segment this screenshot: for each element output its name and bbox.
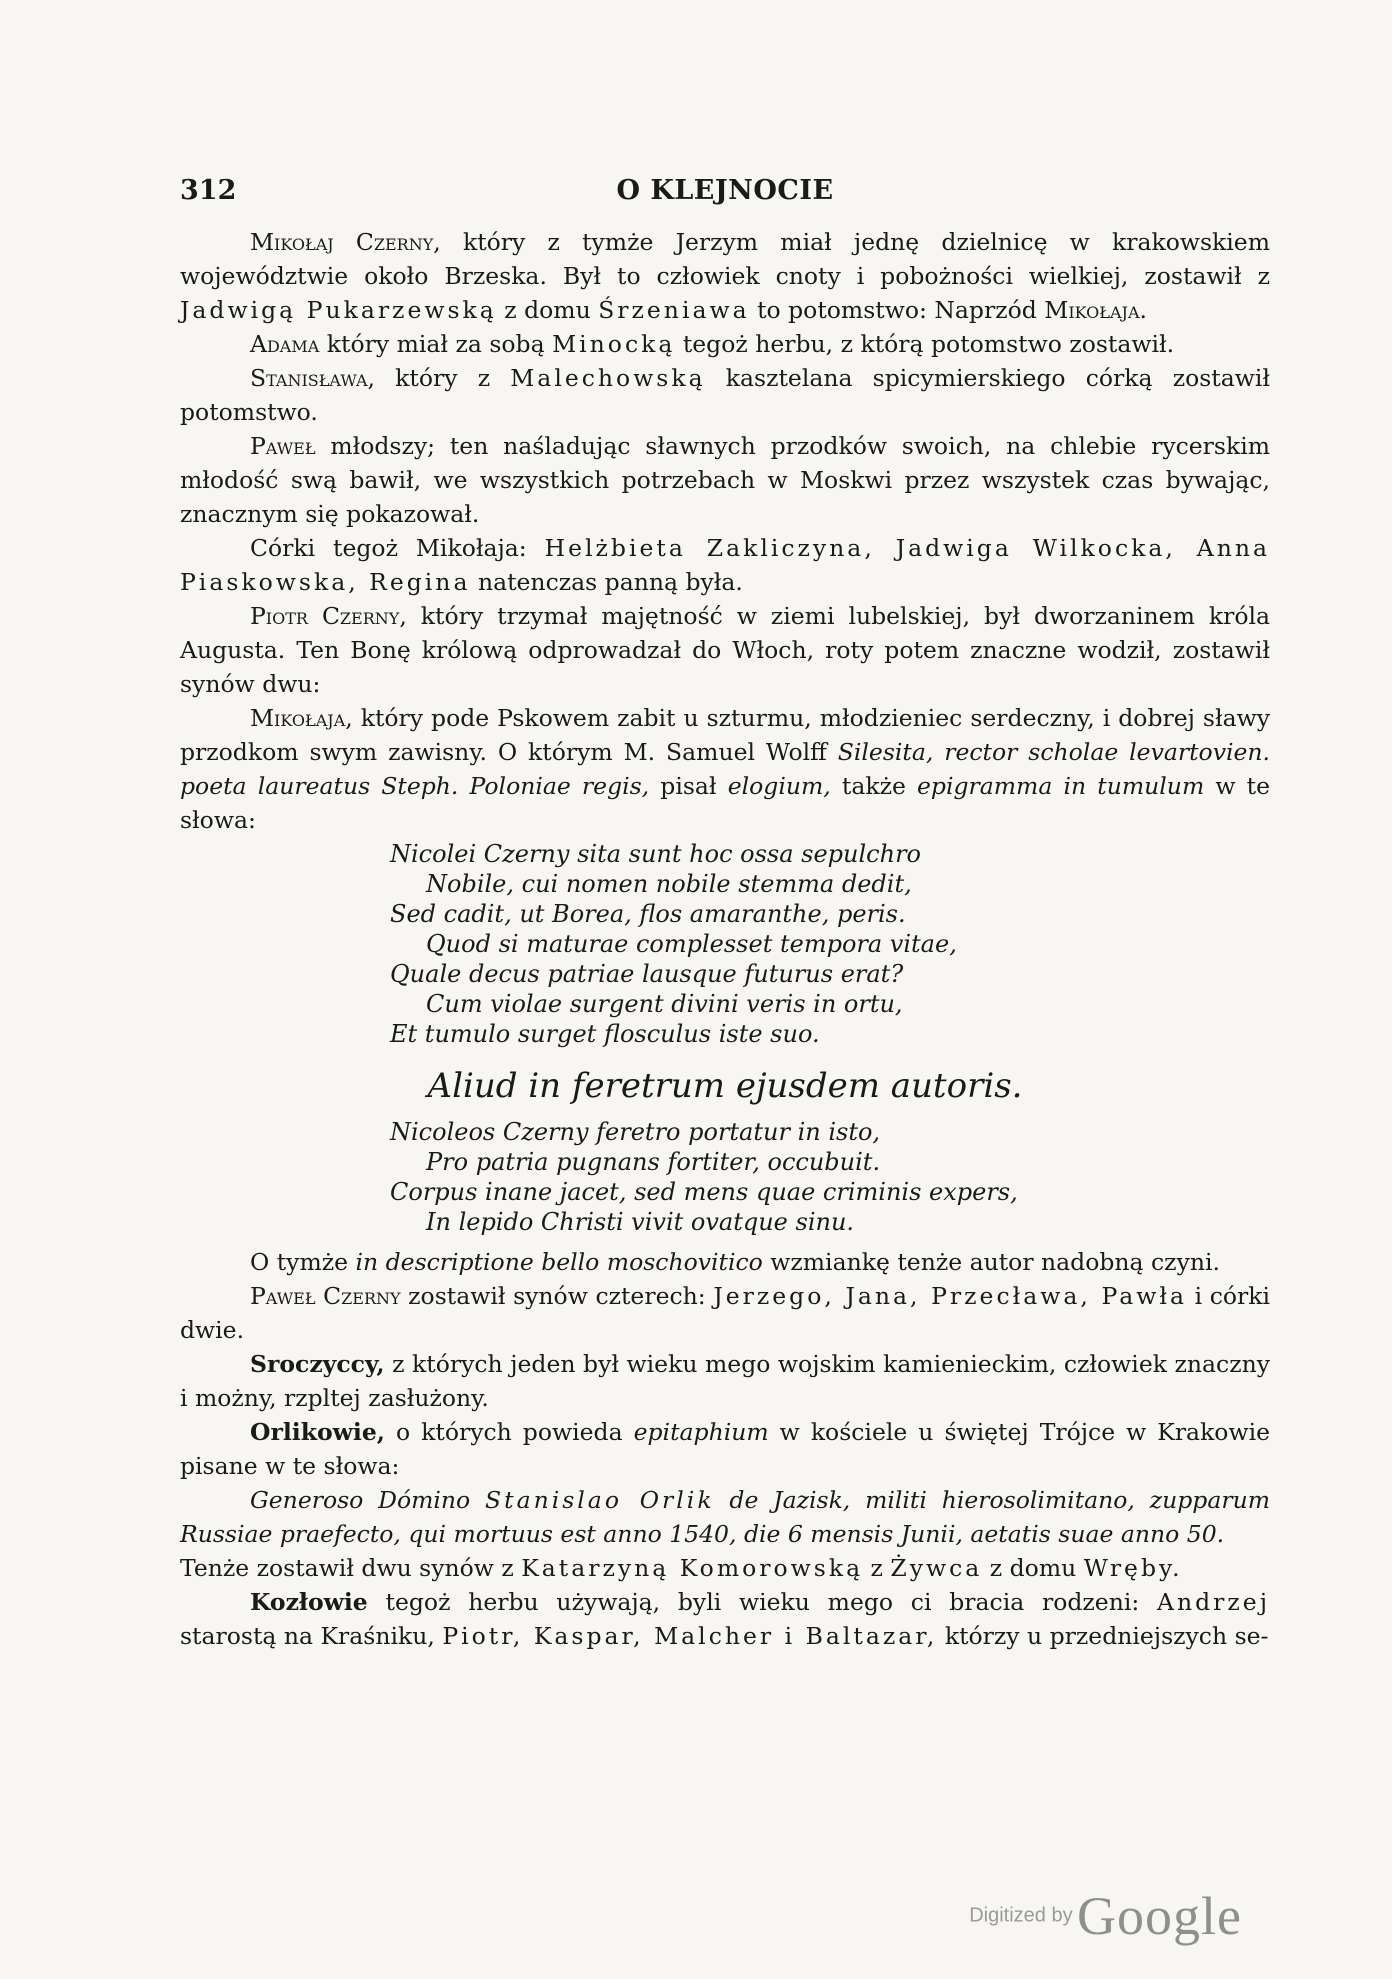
page-body <box>180 225 1270 1653</box>
watermark-prefix: Digitized by <box>969 1904 1073 1927</box>
epigram-verse <box>390 839 1270 1049</box>
verse-line: Corpus inane jacet, sed mens quae criminis expers, <box>390 1178 1018 1206</box>
verse-line: Nobile, cui nomen nobile stemma dedit, <box>426 870 912 898</box>
paragraph-mikolaja: Mikołaja, który pode Pskowem zabit u szturmu, młodzieniec serdeczny, i dobrej sławy przodkom swym zawisny. O którym M. Samuel Wolff Silesita, rector scholae levartovien. poeta laureatus Steph. Poloniae regis, pisał elogium, także epigramma in tumulum w te słowa: <box>180 704 1270 834</box>
paragraph-mikolaj: Mikołaj Czerny, który z tymże Jerzym miał jednę dzielnicę w krakowskiem województwie około Brzeska. Był to człowiek cnoty i pobożności wielkiej, zostawił z Jadwigą Pukarzewską z domu Śrzeniawa to potomstwo: Naprzód Mikołaja. <box>180 228 1270 324</box>
paragraph-kozlowie: Kozłowie tegoż herbu używają, byli wieku mego ci bracia rodzeni: Andrzej starostą na Kraśniku, Piotr, Kaspar, Malcher i Baltazar, którzy u przedniejszych se- <box>180 1588 1270 1650</box>
paragraph-sroczyccy: Sroczyccy, z których jeden był wieku mego wojskim kamienieckim, człowiek znaczny i możny, rzpltej zasłużony. <box>180 1350 1270 1412</box>
paragraph-orlikowie: Orlikowie, o których powieda epitaphium w kościele u świętej Trójce w Krakowie pisane w te słowa: <box>180 1418 1270 1480</box>
paragraph-tenze: Tenże zostawił dwu synów z Katarzyną Komorowską z Żywca z domu Wręby. <box>180 1554 1183 1582</box>
verse-line: Et tumulo surget flosculus iste suo. <box>390 1020 820 1048</box>
page-number: 312 <box>180 175 237 206</box>
verse-line: Sed cadit, ut Borea, flos amaranthe, peris. <box>390 900 906 928</box>
page-header <box>180 175 1270 215</box>
verse-line: Cum violae surgent divini veris in ortu, <box>426 990 903 1018</box>
paragraph-pawel-czerny: Paweł Czerny zostawił synów czterech: Jerzego, Jana, Przecława, Pawła i córki dwie. <box>180 1282 1271 1344</box>
verse-line: Nicoleos Czerny feretro portatur in isto, <box>390 1118 881 1146</box>
paragraph-descriptione: O tymże in descriptione bello moschovitico wzmiankę tenże autor nadobną czyni. <box>250 1248 1220 1276</box>
paragraph-stanislawa: Stanisława, który z Malechowską kasztelana spicymierskiego córką zostawił potomstwo. <box>180 364 1271 426</box>
digitized-watermark <box>969 1885 1242 1947</box>
verse-line: Quale decus patriae lausque futurus erat? <box>390 960 904 988</box>
verse-line: Nicolei Czerny sita sunt hoc ossa sepulchro <box>390 840 921 868</box>
verse-line: Pro patria pugnans fortiter, occubuit. <box>426 1148 881 1176</box>
paragraph-piotr: Piotr Czerny, który trzymał majętność w ziemi lubelskiej, był dworzaninem króla Augusta. Ten Bonę królową odprowadzał do Włoch, roty potem znaczne wodził, zostawił synów dwu: <box>180 602 1270 698</box>
paragraph-epitaphium: Generoso Dómino Stanislao Orlik de Jazisk, militi hierosolimitano, zupparum Russiae praefecto, qui mortuus est anno 1540, die 6 mensis Junii, aetatis suae anno 50. <box>180 1486 1270 1548</box>
google-logo: Google <box>1077 1886 1242 1946</box>
running-title: O KLEJNOCIE <box>616 175 834 206</box>
feretrum-verse <box>390 1117 1270 1237</box>
verse-line: In lepido Christi vivit ovatque sinu. <box>426 1208 855 1236</box>
verse-line: Quod si maturae complesset tempora vitae, <box>426 930 957 958</box>
paragraph-pawel: Paweł młodszy; ten naśladując sławnych przodków swoich, na chlebie rycerskim młodość swą bawił, we wszystkich potrzebach w Moskwi przez wszystek czas bywając, znacznym się pokazował. <box>180 432 1270 528</box>
paragraph-corki: Córki tegoż Mikołaja: Helżbieta Zakliczyna, Jadwiga Wilkocka, Anna Piaskowska, Regina natenczas panną była. <box>180 534 1270 596</box>
verse-subheading: Aliud in feretrum ejusdem autoris. <box>427 1066 1023 1106</box>
paragraph-adama: Adama który miał za sobą Minocką tegoż herbu, z którą potomstwo zostawił. <box>250 330 1175 358</box>
book-page <box>180 175 1270 1653</box>
